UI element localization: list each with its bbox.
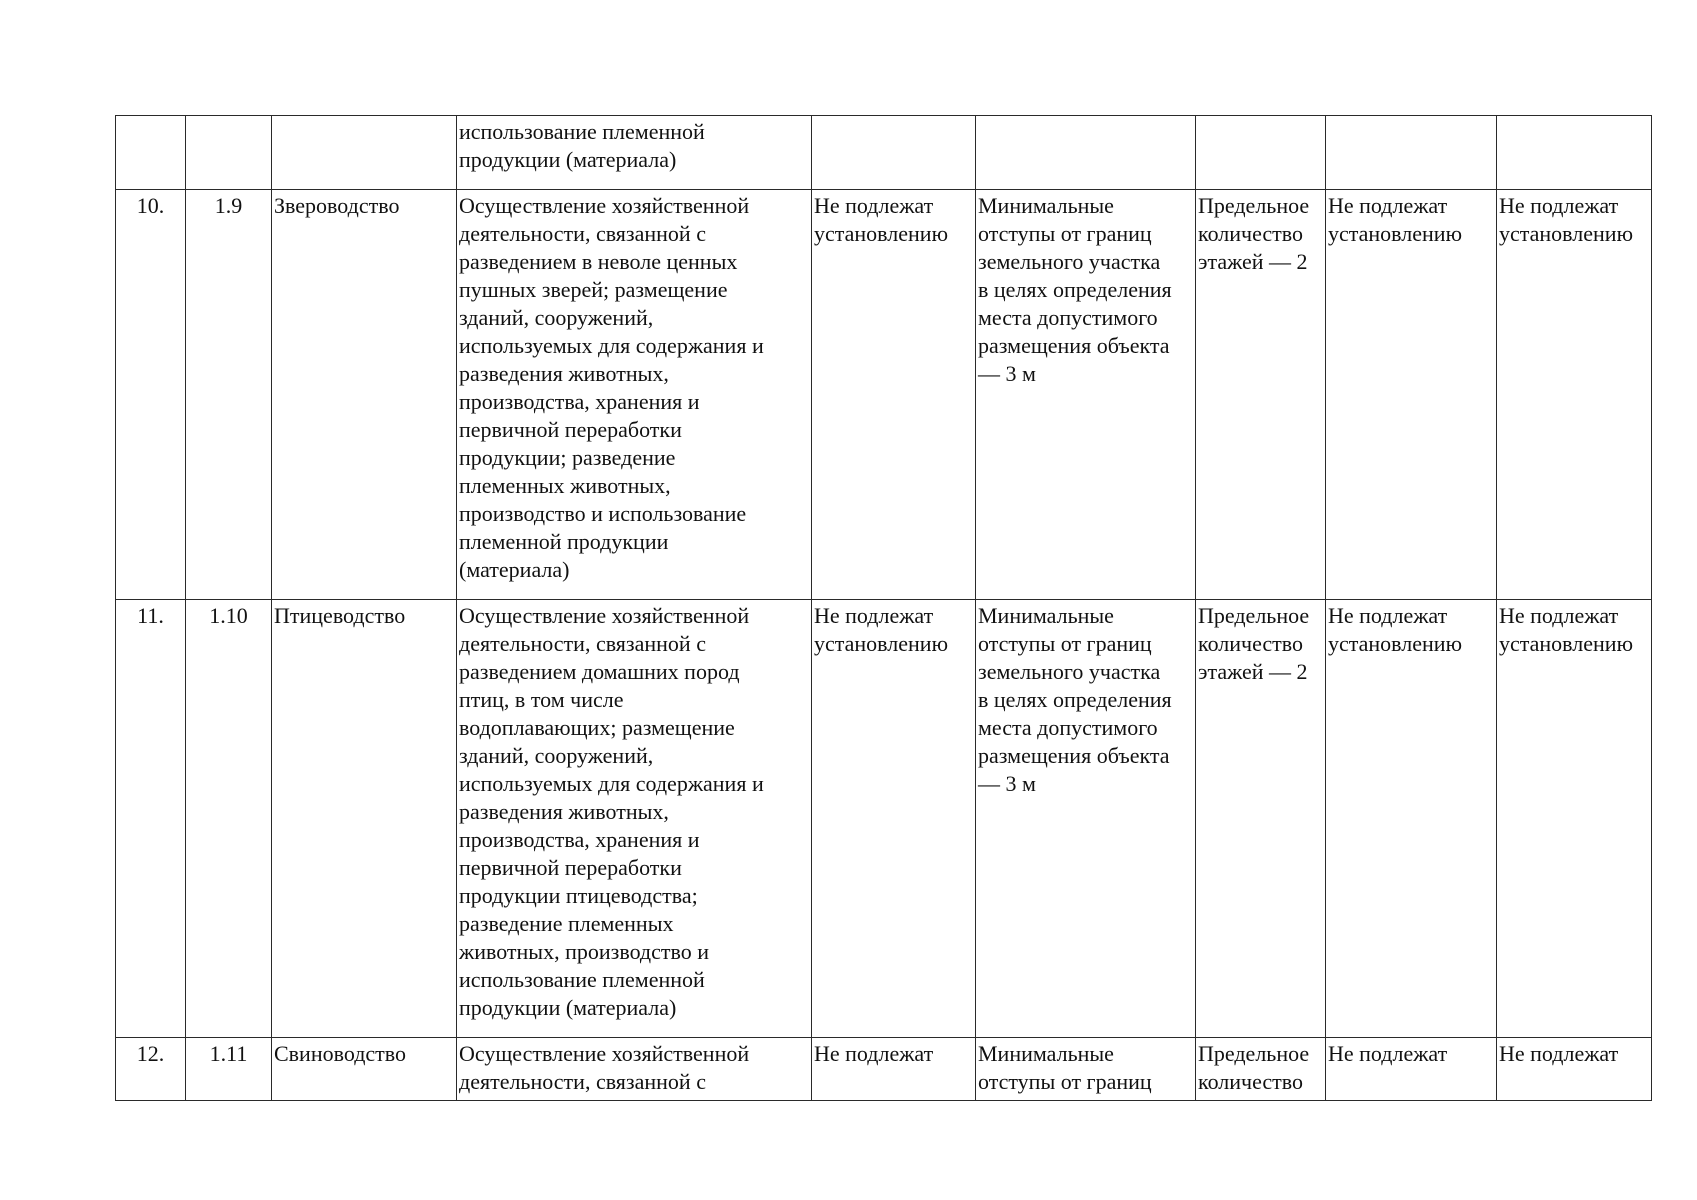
cell-use-name: Птицеводство [272,600,457,1038]
cell-use-description: Осуществление хозяйственной деятельности, связанной с разведением в неволе ценных пушных зверей; размещение зданий, сооружений, используемых для содержания и разведения животных, производства, хранения и первичной переработки продукции; разведение племенных животных, производство и использование племенной продукции (материала) [457,190,812,600]
cell-coverage: Не подлежат установлению [1326,190,1497,600]
cell-row-number: 12. [116,1038,186,1101]
cell-use-description: использование племенной продукции (материала) [457,116,812,190]
cell-use-code [186,116,272,190]
table-row [116,190,1652,600]
cell-use-code: 1.11 [186,1038,272,1101]
cell-area-limits: Не подлежат установлению [812,600,976,1038]
cell-use-description: Осуществление хозяйственной деятельности, связанной с [457,1038,812,1101]
cell-setbacks: Минимальные отступы от границ земельного участка в целях определения места допустимого размещения объекта — 3 м [976,600,1196,1038]
cell-other: Не подлежат [1497,1038,1652,1101]
cell-use-description: Осуществление хозяйственной деятельности, связанной с разведением домашних пород птиц, в том числе водоплавающих; размещение зданий, сооружений, используемых для содержания и разведения животных, производства, хранения и первичной переработки продукции птицеводства; разведение племенных животных, производство и использование племенной продукции (материала) [457,600,812,1038]
cell-use-code: 1.10 [186,600,272,1038]
cell-other: Не подлежат установлению [1497,600,1652,1038]
cell-use-name: Свиноводство [272,1038,457,1101]
cell-row-number: 10. [116,190,186,600]
cell-setbacks: Минимальные отступы от границ земельного участка в целях определения места допустимого размещения объекта — 3 м [976,190,1196,600]
cell-area-limits [812,116,976,190]
cell-row-number: 11. [116,600,186,1038]
cell-coverage: Не подлежат [1326,1038,1497,1101]
cell-floors: Предельное количество этажей — 2 [1196,190,1326,600]
document-page [115,115,1651,1101]
table-row [116,1038,1652,1101]
cell-row-number [116,116,186,190]
cell-setbacks: Минимальные отступы от границ [976,1038,1196,1101]
regulations-table [115,115,1652,1101]
cell-floors: Предельное количество этажей — 2 [1196,600,1326,1038]
cell-other: Не подлежат установлению [1497,190,1652,600]
cell-area-limits: Не подлежат установлению [812,190,976,600]
cell-coverage [1326,116,1497,190]
cell-setbacks [976,116,1196,190]
cell-use-name [272,116,457,190]
cell-floors: Предельное количество [1196,1038,1326,1101]
cell-floors [1196,116,1326,190]
cell-coverage: Не подлежат установлению [1326,600,1497,1038]
cell-area-limits: Не подлежат [812,1038,976,1101]
cell-use-name: Звероводство [272,190,457,600]
cell-use-code: 1.9 [186,190,272,600]
table-row [116,116,1652,190]
cell-other [1497,116,1652,190]
table-row [116,600,1652,1038]
